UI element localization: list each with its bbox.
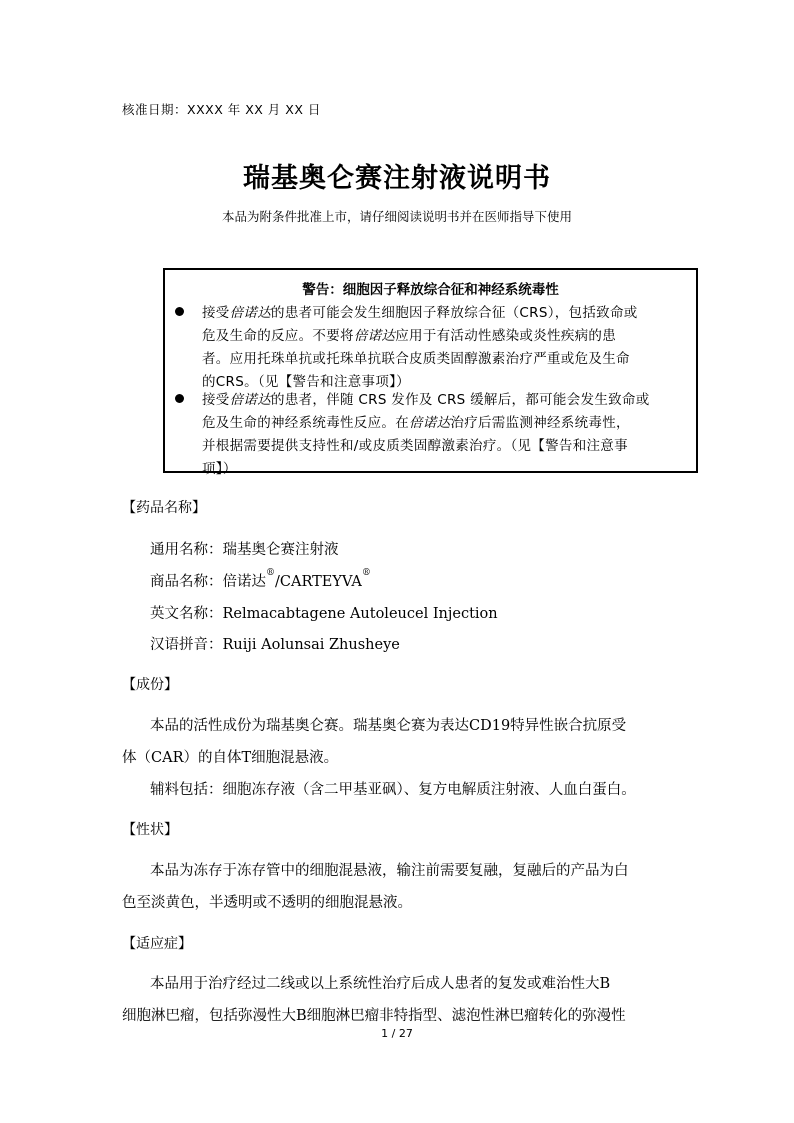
page-number: 1 / 27 (381, 1027, 413, 1040)
registered-mark: ® (266, 568, 275, 578)
trade-name-row: 商品名称：倍诺达®/CARTEYVA® (150, 568, 371, 590)
indications-line-1: 本品用于治疗经过二线或以上系统性治疗后成人患者的复发或难治性大B (150, 976, 611, 992)
warning-line: 的CRS。（见【警告和注意事项】） (202, 374, 410, 390)
warning-line: 危及生命的神经系统毒性反应。在倍诺达治疗后需监测神经系统毒性， (202, 415, 630, 431)
brand-name: 倍诺达 (353, 328, 396, 344)
generic-name-row: 通用名称：瑞基奥仑赛注射液 (150, 542, 339, 558)
section-heading-description: 【性状】 (122, 822, 178, 838)
composition-para-2: 辅料包括：细胞冻存液（含二甲基亚砜）、复方电解质注射液、人血白蛋白。 (150, 782, 636, 798)
composition-para-1-cont: 体（CAR）的自体T细胞混悬液。 (122, 750, 339, 766)
english-name-row: 英文名称：Relmacabtagene Autoleucel Injection (150, 606, 498, 622)
warning-title: 警告：细胞因子释放综合征和神经系统毒性 (302, 282, 559, 298)
warning-line: 项】） (202, 461, 237, 477)
indications-line-2: 细胞淋巴瘤，包括弥漫性大B细胞淋巴瘤非特指型、滤泡性淋巴瘤转化的弥漫性 (122, 1008, 626, 1024)
bullet-icon (175, 394, 184, 403)
warning-line: 危及生命的反应。不要将倍诺达应用于有活动性感染或炎性疾病的患 (202, 328, 617, 344)
bullet-icon (175, 307, 184, 316)
warning-line: 者。应用托珠单抗或托珠单抗联合皮质类固醇激素治疗严重或危及生命 (202, 351, 630, 367)
brand-name: 倍诺达 (229, 392, 272, 408)
description-line-1: 本品为冻存于冻存管中的细胞混悬液，输注前需要复融，复融后的产品为白 (150, 863, 629, 879)
pinyin-name-row: 汉语拼音：Ruiji Aolunsai Zhusheye (150, 637, 400, 653)
brand-name: 倍诺达 (409, 415, 451, 431)
section-heading-composition: 【成份】 (122, 677, 178, 693)
section-heading-drug-name: 【药品名称】 (122, 500, 206, 516)
document-subtitle: 本品为附条件批准上市，请仔细阅读说明书并在医师指导下使用 (221, 209, 572, 224)
approval-date: 核准日期：XXXX 年 XX 月 XX 日 (122, 102, 321, 117)
description-line-2: 色至淡黄色，半透明或不透明的细胞混悬液。 (122, 895, 412, 911)
warning-line: 接受倍诺达的患者，伴随 CRS 发作及 CRS 缓解后，都可能会发生致命或 (202, 392, 650, 408)
warning-line: 并根据需要提供支持性和/或皮质类固醇激素治疗。（见【警告和注意事 (202, 438, 628, 454)
registered-mark: ® (361, 568, 371, 578)
boxed-warning (163, 268, 698, 477)
warning-line: 接受倍诺达的患者可能会发生细胞因子释放综合征（CRS），包括致命或 (202, 305, 638, 321)
brand-name: 倍诺达 (229, 305, 272, 321)
composition-para-1: 本品的活性成份为瑞基奥仑赛。瑞基奥仑赛为表达CD19特异性嵌合抗原受 (150, 718, 627, 734)
document-title: 瑞基奥仑赛注射液说明书 (243, 163, 551, 194)
section-heading-indications: 【适应症】 (122, 936, 192, 952)
